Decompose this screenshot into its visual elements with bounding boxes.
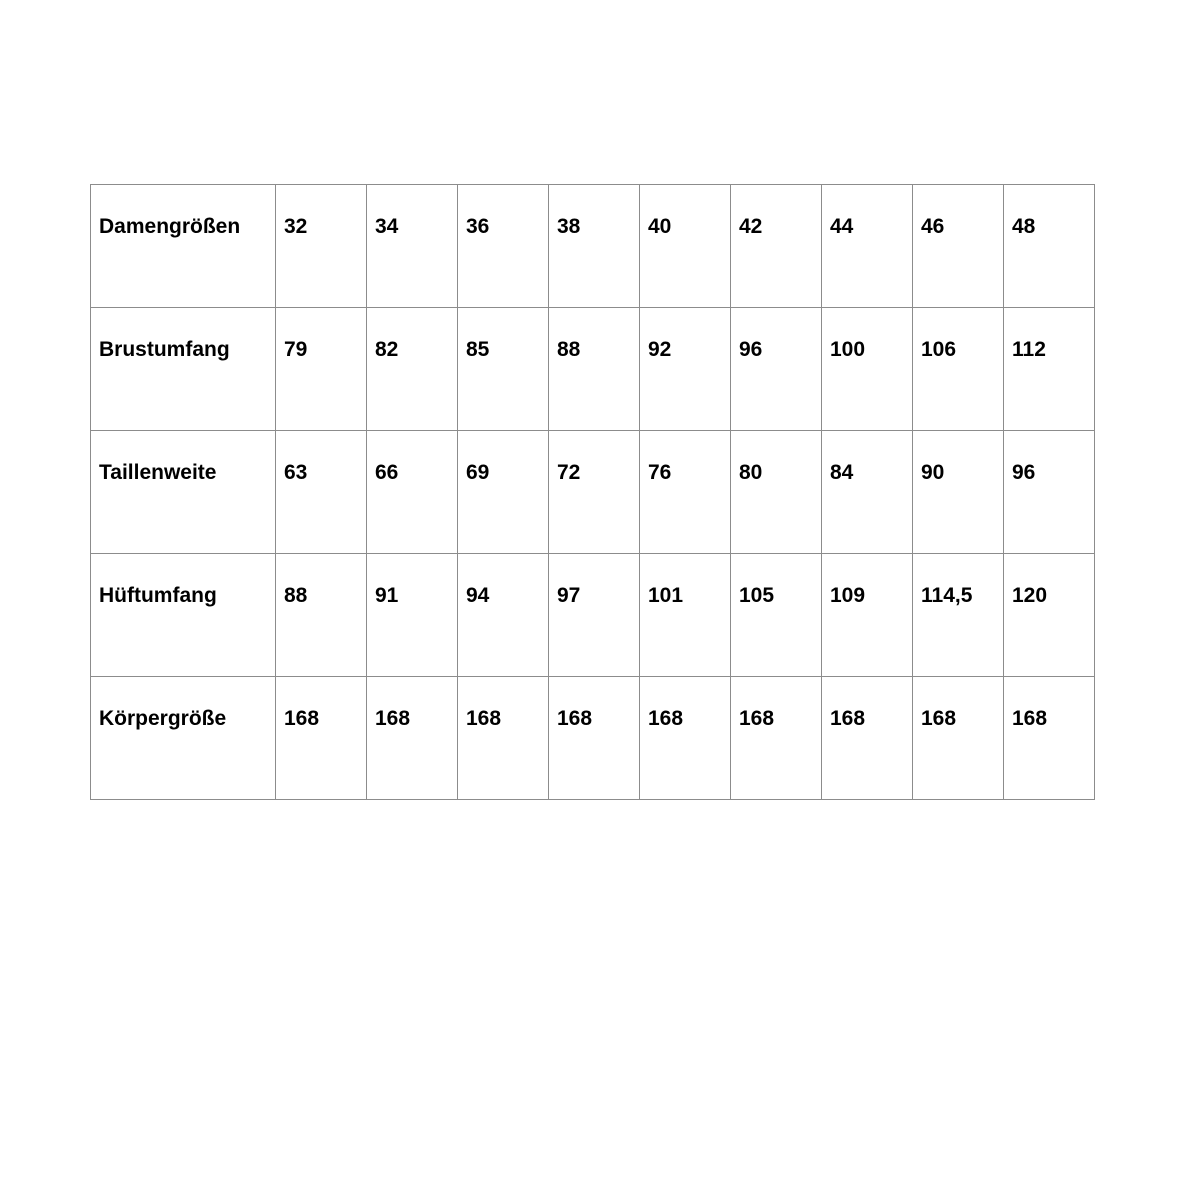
cell-value: 36 <box>466 215 490 238</box>
table-cell <box>640 554 731 677</box>
cell-value: 38 <box>557 215 581 238</box>
table-row <box>91 554 1095 677</box>
table-cell <box>549 185 640 308</box>
cell-value: 92 <box>648 338 672 361</box>
cell-value: 90 <box>921 461 945 484</box>
table-cell <box>458 431 549 554</box>
cell-value: 105 <box>739 584 775 607</box>
table-cell <box>731 677 822 800</box>
row-header-label: Damengrößen <box>99 215 241 238</box>
cell-value: 44 <box>830 215 854 238</box>
cell-value: 168 <box>921 707 957 730</box>
table-cell <box>822 431 913 554</box>
table-cell <box>549 431 640 554</box>
cell-value: 72 <box>557 461 581 484</box>
table-cell <box>1004 308 1095 431</box>
table-cell <box>458 554 549 677</box>
table-cell <box>367 308 458 431</box>
row-header-cell <box>91 431 276 554</box>
table-cell <box>458 308 549 431</box>
row-header-label: Brustumfang <box>99 338 230 361</box>
row-header-label: Körpergröße <box>99 707 227 730</box>
table-cell <box>913 185 1004 308</box>
cell-value: 82 <box>375 338 399 361</box>
row-header-cell <box>91 554 276 677</box>
table-cell <box>276 677 367 800</box>
cell-value: 80 <box>739 461 763 484</box>
table-row <box>91 431 1095 554</box>
row-header-label: Hüftumfang <box>99 584 217 607</box>
cell-value: 42 <box>739 215 763 238</box>
table-cell <box>822 185 913 308</box>
table-cell <box>367 554 458 677</box>
table-cell <box>276 185 367 308</box>
cell-value: 168 <box>830 707 866 730</box>
table-cell <box>913 308 1004 431</box>
cell-value: 46 <box>921 215 945 238</box>
table-cell <box>1004 431 1095 554</box>
cell-value: 106 <box>921 338 957 361</box>
cell-value: 76 <box>648 461 672 484</box>
table-cell <box>1004 185 1095 308</box>
table-cell <box>549 554 640 677</box>
table-cell <box>731 185 822 308</box>
table-cell <box>276 554 367 677</box>
cell-value: 97 <box>557 584 581 607</box>
row-header-cell <box>91 677 276 800</box>
cell-value: 101 <box>648 584 684 607</box>
table-cell <box>913 677 1004 800</box>
cell-value: 66 <box>375 461 399 484</box>
table-row <box>91 308 1095 431</box>
table-cell <box>731 554 822 677</box>
cell-value: 32 <box>284 215 308 238</box>
cell-value: 168 <box>557 707 593 730</box>
cell-value: 48 <box>1012 215 1036 238</box>
cell-value: 84 <box>830 461 854 484</box>
cell-value: 168 <box>375 707 411 730</box>
size-chart-table <box>90 184 1095 800</box>
cell-value: 63 <box>284 461 308 484</box>
table-cell <box>458 677 549 800</box>
cell-value: 34 <box>375 215 399 238</box>
table-cell <box>822 677 913 800</box>
table-cell <box>549 677 640 800</box>
table-cell <box>731 308 822 431</box>
table-cell <box>276 308 367 431</box>
table-cell <box>913 554 1004 677</box>
cell-value: 69 <box>466 461 490 484</box>
cell-value: 109 <box>830 584 866 607</box>
table-cell <box>640 308 731 431</box>
cell-value: 96 <box>739 338 763 361</box>
cell-value: 88 <box>284 584 308 607</box>
table-cell <box>822 308 913 431</box>
cell-value: 114,5 <box>921 584 973 607</box>
table-cell <box>367 431 458 554</box>
cell-value: 168 <box>648 707 684 730</box>
table-row <box>91 677 1095 800</box>
cell-value: 96 <box>1012 461 1036 484</box>
table-cell <box>367 185 458 308</box>
row-header-cell <box>91 185 276 308</box>
size-chart-body <box>91 185 1095 800</box>
row-header-label: Taillenweite <box>99 461 217 484</box>
table-cell <box>822 554 913 677</box>
cell-value: 40 <box>648 215 672 238</box>
table-cell <box>640 677 731 800</box>
table-cell <box>276 431 367 554</box>
cell-value: 94 <box>466 584 490 607</box>
table-cell <box>640 185 731 308</box>
table-cell <box>367 677 458 800</box>
cell-value: 85 <box>466 338 490 361</box>
table-cell <box>1004 554 1095 677</box>
table-cell <box>458 185 549 308</box>
row-header-cell <box>91 308 276 431</box>
cell-value: 168 <box>1012 707 1048 730</box>
table-cell <box>549 308 640 431</box>
table-cell <box>1004 677 1095 800</box>
table-row <box>91 185 1095 308</box>
table-cell <box>913 431 1004 554</box>
table-cell <box>640 431 731 554</box>
cell-value: 88 <box>557 338 581 361</box>
cell-value: 100 <box>830 338 866 361</box>
cell-value: 79 <box>284 338 308 361</box>
cell-value: 168 <box>466 707 502 730</box>
cell-value: 112 <box>1012 338 1046 361</box>
cell-value: 120 <box>1012 584 1048 607</box>
cell-value: 168 <box>284 707 320 730</box>
cell-value: 168 <box>739 707 775 730</box>
cell-value: 91 <box>375 584 399 607</box>
table-cell <box>731 431 822 554</box>
